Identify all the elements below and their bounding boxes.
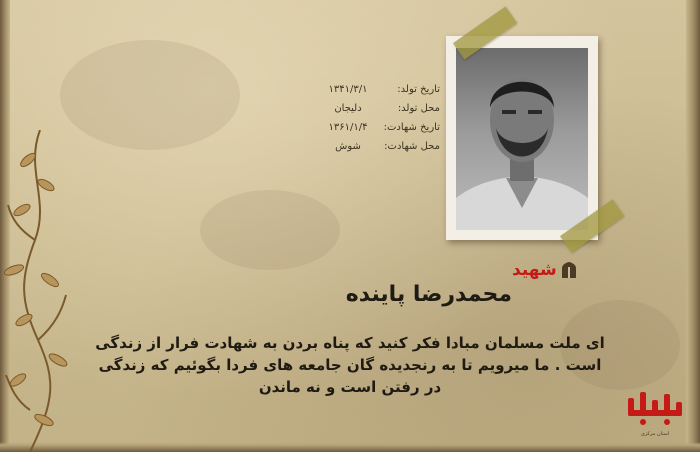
- portrait-photo: [456, 48, 588, 230]
- info-row: [320, 84, 440, 103]
- paper-stain: [200, 190, 340, 270]
- info-row: [320, 141, 440, 160]
- martyr-icon: [561, 261, 577, 279]
- martyr-info: [320, 84, 440, 160]
- portrait-frame: [446, 36, 598, 240]
- logo-caption: استان مرکزی: [640, 431, 670, 437]
- info-row: [320, 103, 440, 122]
- martyrdom-place-value: شوش: [335, 141, 361, 152]
- birth-place-value: دلیجان: [334, 103, 362, 114]
- birth-date-label: تاریخ تولد:: [397, 84, 440, 95]
- martyrdom-date-label: تاریخ شهادت:: [383, 122, 440, 133]
- birth-date-value: ۱۳۴۱/۳/۱: [328, 84, 368, 95]
- martyr-label: شهید: [512, 260, 557, 280]
- martyr-name: محمدرضا پاینده: [345, 282, 512, 307]
- logo-mark-icon: [624, 388, 686, 428]
- vine-ornament-icon: [0, 130, 80, 452]
- martyr-quote: ای ملت مسلمان مبادا فکر کنید که پناه بردن به شهادت فرار از زندگی است . ما میرویم تا به رنجدیده گان جامعه های فردا بگوئیم که زندگی در رفتن است و نه ماندن: [95, 334, 605, 396]
- book-edge-bottom: [0, 442, 700, 452]
- portrait-silhouette-icon: [456, 48, 588, 230]
- birth-place-label: محل تولد:: [397, 103, 440, 114]
- info-row: [320, 122, 440, 141]
- brand-logo: [624, 388, 686, 446]
- book-edge-right: [686, 0, 700, 452]
- paper-stain: [60, 40, 240, 150]
- martyrdom-place-label: محل شهادت:: [384, 141, 440, 152]
- martyr-badge: [512, 258, 577, 282]
- martyrdom-date-value: ۱۳۶۱/۱/۴: [328, 122, 368, 133]
